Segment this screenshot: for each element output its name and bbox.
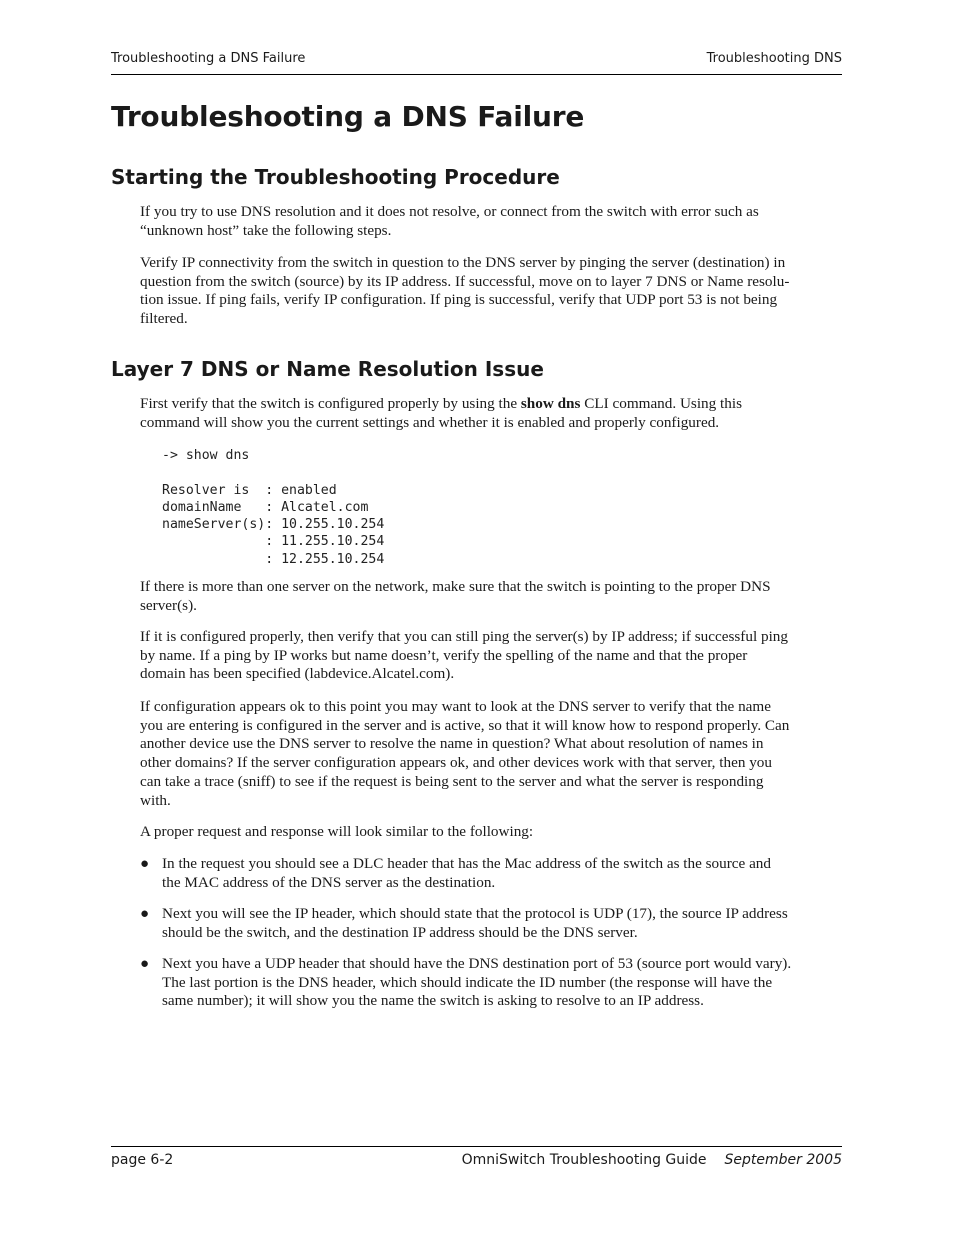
paragraph-show-dns: First verify that the switch is configured properly by using the show dns CLI command. Using this command will show you the current settings and whether it is enabled and properly configured. (140, 395, 742, 431)
bullet-icon: ● (140, 856, 150, 872)
cli-output-block (162, 447, 384, 568)
running-header (111, 50, 842, 75)
bullet-icon: ● (140, 905, 150, 922)
list-item: ● Next you have a UDP header that should have the DNS destination port of 53 (source port would vary). The last portion is the DNS header, which should indicate the ID number (the response will have the same number); it will show you the name the switch is asking to resolve to an IP address. (140, 954, 792, 1010)
paragraph-ping-by-name: If it is configured properly, then verify that you can still ping the server(s) by IP address; if successful ping by name. If a ping by IP works but name doesn’t, verify the spelling of the name and that the proper domain has been specified (labdevice.Alcatel.com). (140, 628, 788, 683)
paragraph-verify-connectivity: Verify IP connectivity from the switch in question to the DNS server by pinging the server (destination) in question from the switch (source) by its IP address. If successful, move on to layer 7 DNS or Name resolu- tion issue. If ping fails, verify IP configuration. If ping is successful, verify that UDP port 53 is not being filtered. (140, 254, 790, 328)
cli-line: domainName : Alcatel.com (162, 499, 369, 515)
footer-page-number: page 6-2 (111, 1152, 174, 1168)
cli-command-inline: show dns (520, 395, 581, 412)
footer-date: September 2005 (724, 1152, 842, 1168)
paragraph-dns-server-check: If configuration appears ok to this point you may want to look at the DNS server to verify that the name you are entering is configured in the server and is active, so that it will know how to respond properly. Can another device use the DNS server to resolve the name in question? What about resolution of names in other domains? If the server configuration appears ok, and other devices work with that server, then you can take a trace (sniff) to see if the request is being sent to the server and what the server is responding with. (140, 698, 790, 809)
bullet-list (140, 855, 842, 1023)
footer-guide-info (462, 1152, 842, 1168)
header-right-text: Troubleshooting DNS (706, 51, 842, 66)
cli-line: nameServer(s): 10.255.10.254 (162, 517, 385, 533)
footer-guide-title: OmniSwitch Troubleshooting Guide (461, 1152, 707, 1168)
paragraph-intro: If you try to use DNS resolution and it does not resolve, or connect from the switch with error such as “unknown host” take the following steps. (140, 203, 759, 239)
bullet-icon: ● (140, 955, 150, 972)
list-item: ● Next you will see the IP header, which should state that the protocol is UDP (17), the source IP address should be the switch, and the destination IP address should be the DNS server. (140, 904, 788, 941)
list-item: ● In the request you should see a DLC header that has the Mac address of the switch as the source and the MAC address of the DNS server as the destination. (140, 855, 771, 891)
paragraph-multiple-servers: If there is more than one server on the network, make sure that the switch is pointing to the proper DNS server(s). (140, 578, 771, 614)
cli-prompt: -> show dns (162, 448, 250, 463)
section-heading-starting-procedure: Starting the Troubleshooting Procedure (111, 165, 560, 189)
cli-line: Resolver is : enabled (162, 482, 337, 498)
running-footer (111, 1146, 842, 1173)
section-heading-layer7-dns: Layer 7 DNS or Name Resolution Issue (111, 357, 544, 381)
paragraph-proper-request: A proper request and response will look similar to the following: (140, 823, 534, 840)
cli-line: : 11.255.10.254 (162, 534, 385, 550)
header-left-text: Troubleshooting a DNS Failure (111, 51, 306, 66)
page-title: Troubleshooting a DNS Failure (111, 100, 585, 133)
cli-line: : 12.255.10.254 (162, 551, 385, 567)
